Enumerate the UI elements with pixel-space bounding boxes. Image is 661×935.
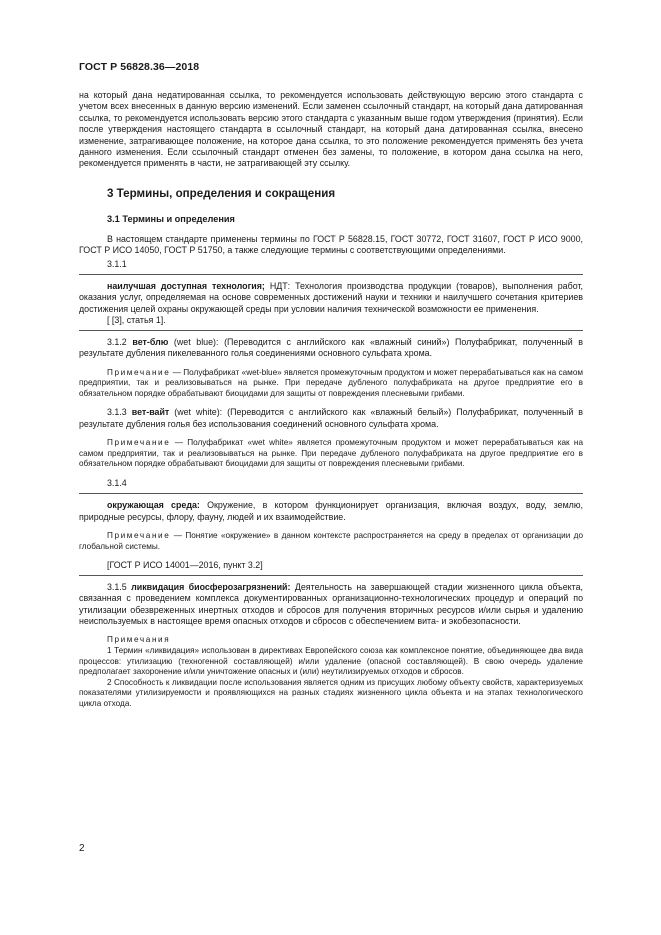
section-3-heading: 3 Термины, определения и сокращения [107, 186, 336, 200]
document-header: ГОСТ Р 56828.36—2018 [79, 61, 200, 73]
intro-paragraph: на который дана недатированная ссылка, то рекомендуется использовать действующую версию этого стандарта с учетом всех внесенных в данную версию изменений. Если заменен ссылочный стандарт, на который дана датированная ссылка, то рекомендуется использовать версию этого стандарта с указанным выше годом утверждения (принятия). Если после утверждения настоящего стандарта в ссылочный стандарт, на который дана датированная ссылка, внесено изменение, затрагивающее положение, на которое дана ссылка, то это положение рекомендуется применять без учета данного изменения. Если ссылочный стандарт отменен без замены, то положение, в котором дана ссылка на него, рекомендуется применять в части, не затрагивающей эту ссылку. [79, 90, 583, 169]
term-3-1-5-notes-label: Примечания [107, 635, 171, 645]
term-3-1-2-definition [79, 337, 583, 360]
term-3-1-1-number: 3.1.1 [107, 258, 127, 269]
term-3-1-1-definition [79, 281, 583, 315]
subsection-3-1-heading: 3.1 Термины и определения [107, 213, 235, 224]
term-3-1-2-note-text: — Полуфабрикат «wet-blue» является промежуточным продуктом и может перерабатываться как на самом предприятии, так и реализовываться на рынке. При передаче дубленого полуфабриката на другое предприятие его в обязательном порядке обрабатывают биоцидами для защиты от повреждения плесневыми грибами. [79, 367, 583, 398]
term-3-1-3-note [79, 438, 583, 470]
term-3-1-5-note-1: 1 Термин «ликвидация» использован в директивах Европейского союза как комплексное понятие, объединяющее два вида процессов: утилизацию (техногенной составляющей) и/или удаление (опасной составляющей). В свою очередь удаление предполагает захоронение и/или уничтожение опасных и (или) неутилизируемых отходов и сбросов. [79, 645, 583, 677]
term-3-1-5-text: Деятельность на завершающей стадии жизненного цикла объекта, связанная с проведением комплекса документированных организационно-технологических процедур и операций по утилизации обезвреженных инертных отходов и сбросов для получения вторичных ресурсов и/или сырья и удалению неиспользуемых в настоящее время опасных отходов и сбросов с обеспечением вита- и экобезопасности. [79, 581, 584, 626]
term-3-1-3-name: вет-вайт [131, 407, 170, 418]
term-3-1-4-box [79, 493, 583, 575]
term-3-1-3-note-label: Примечание [107, 438, 171, 448]
section-3-lead: В настоящем стандарте применены термины по ГОСТ Р 56828.15, ГОСТ 30772, ГОСТ 31607, ГОСТ Р ИСО 9000, ГОСТ Р ИСО 14050, ГОСТ Р 51750, а также следующие термины с соответствующими определениями. [79, 233, 583, 256]
term-3-1-4-note-text: — Понятие «окружение» в данном контексте распространяется на среду в пределах от организации до глобальной системы. [79, 531, 583, 551]
term-3-1-3-definition [79, 407, 583, 430]
term-3-1-4-number: 3.1.4 [107, 477, 127, 488]
term-3-1-4-note-label: Примечание [107, 531, 171, 541]
term-3-1-5-number: 3.1.5 [107, 581, 127, 592]
term-3-1-2-name: вет-блю [132, 336, 169, 347]
term-3-1-4-note [79, 531, 583, 552]
page-content [79, 90, 583, 709]
term-3-1-3-note-text: — Полуфабрикат «wet white» является промежуточным продуктом и может перерабатываться как на самом предприятии, так и реализовываться на рынке. При передаче дубленого полуфабриката на другое предприятие его в обязательном порядке обрабатывают биоцидами для защиты от повреждения плесневыми грибами. [79, 438, 583, 469]
term-3-1-3-text: (wet white): (Переводится с английского как «влажный белый») Полуфабрикат, полученный в результате дубления голья без использования соединений основного сульфата хрома. [79, 407, 583, 429]
term-3-1-5-definition [79, 582, 583, 628]
term-3-1-1-name: наилучшая доступная технология; [107, 281, 265, 292]
term-3-1-5-note-2: 2 Способность к ликвидации после использования является одним из присущих любому объекту свойств, характеризуемых показателями утилизируемости и проявляющихся на разных стадиях жизненного цикла объекта и на этапах технологического цикла отхода. [79, 677, 583, 708]
term-3-1-1-text: НДТ: Технология производства продукции (товаров), выполнения работ, оказания услуг, определяемая на основе современных достижений науки и техники и наилучшего сочетания критериев достижения целей охраны окружающей среды при условии наличия технической возможности ее применения. [79, 281, 583, 314]
term-3-1-4-text: Окружение, в котором функционирует организация, включая воздух, воду, землю, природные ресурсы, флору, фауну, людей и их взаимодействие. [79, 500, 583, 522]
term-3-1-5-name: ликвидация биосферозагрязнений: [131, 581, 291, 592]
page-number: 2 [79, 843, 85, 854]
term-3-1-1-box [79, 274, 583, 331]
term-3-1-4-definition [79, 500, 583, 523]
term-3-1-4-name: окружающая среда: [107, 500, 200, 511]
term-3-1-2-note-label: Примечание [107, 367, 171, 377]
term-3-1-2-text: (wet blue): (Переводится с английского как «влажный синий») Полуфабрикат, полученный в результате дубления пикелеванного голья соединениями основного сульфата хрома. [79, 336, 584, 359]
term-3-1-1-reference: [ [3], статья 1]. [107, 315, 166, 326]
term-3-1-2-number: 3.1.2 [107, 336, 127, 347]
term-3-1-3-number: 3.1.3 [107, 407, 127, 418]
term-3-1-2-note [79, 368, 583, 400]
term-3-1-4-reference: [ГОСТ Р ИСО 14001—2016, пункт 3.2] [107, 560, 263, 571]
